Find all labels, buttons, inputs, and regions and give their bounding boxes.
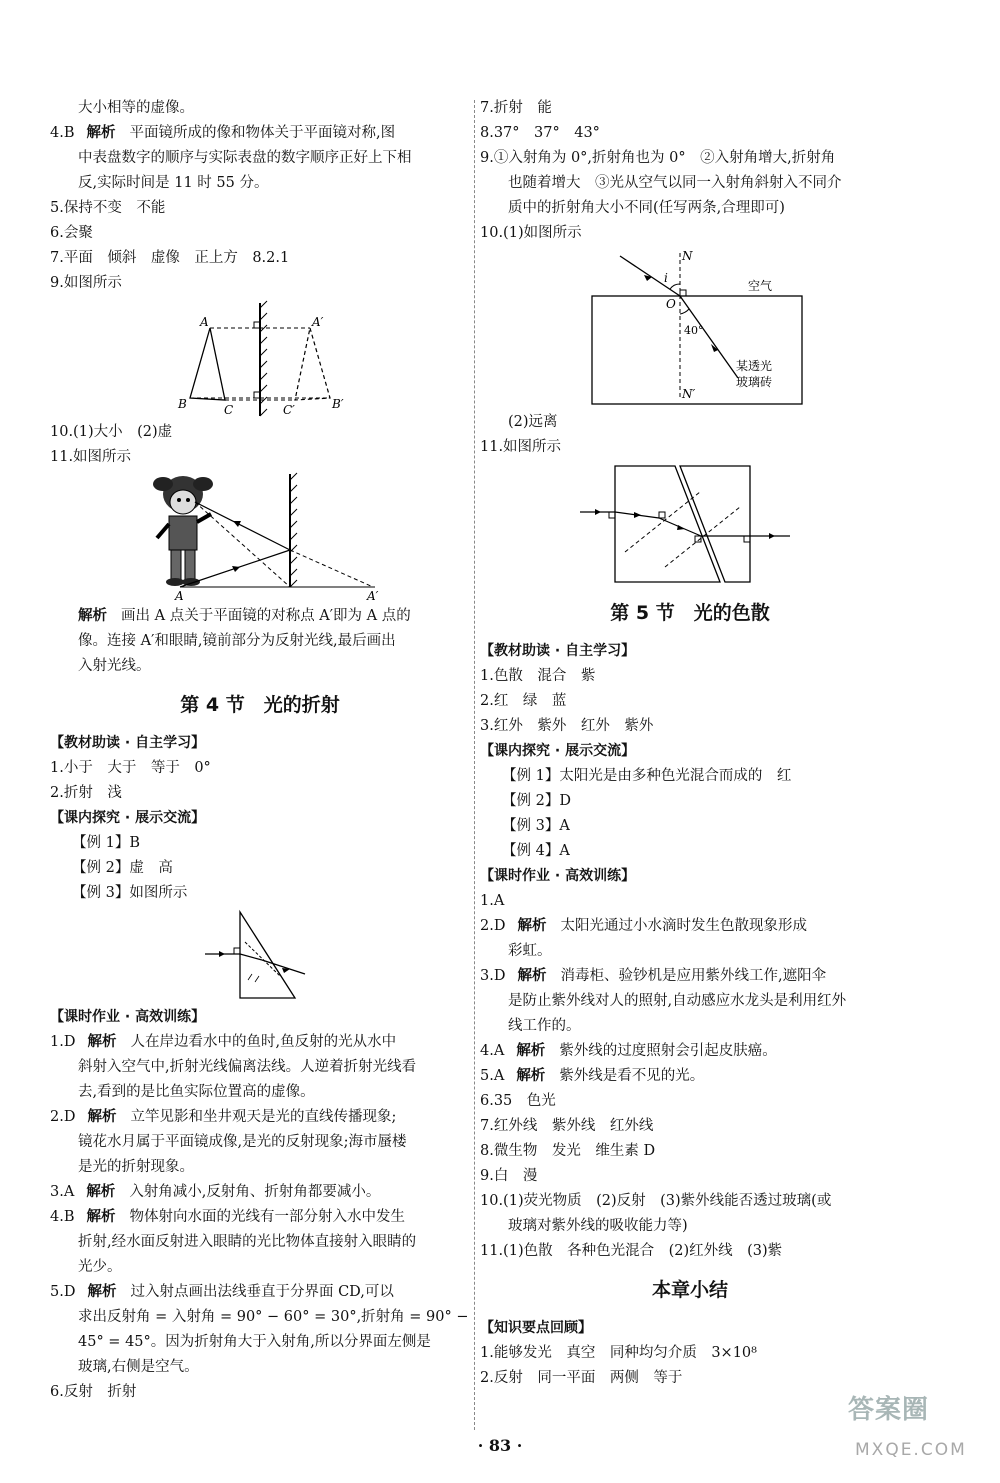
analysis-label: 解析 — [87, 1034, 117, 1050]
example-line: 【例 4】A — [502, 843, 570, 859]
answer-4: 4.B 解析 平面镜所成的像和物体关于平面镜对称,图 — [50, 125, 396, 141]
answer-line: 3.红外 紫外 红外 紫外 — [480, 718, 654, 734]
point-a-label: A — [200, 315, 209, 329]
answer-line: 1.色散 混合 紫 — [480, 668, 596, 684]
exercise-9: 9.白 漫 — [480, 1168, 538, 1184]
text-line: 镜花水月属于平面镜成像,是光的反射现象;海市蜃楼 — [78, 1134, 407, 1150]
answer-8: 8.37° 37° 43° — [480, 125, 600, 141]
answer-5: 5.保持不变 不能 — [50, 200, 166, 216]
normal-n-prime-label: N′ — [682, 387, 696, 401]
exercise-2: 2.D 解析 太阳光通过小水滴时发生色散现象形成 — [480, 918, 807, 934]
answer-11: 11.如图所示 — [50, 449, 132, 465]
answer-9: 9.如图所示 — [50, 275, 122, 291]
text-line: 线工作的。 — [508, 1018, 581, 1034]
point-c-image-label: C′ — [283, 403, 295, 417]
answer-11: 11.如图所示 — [480, 439, 562, 455]
exercise-10: 10.(1)荧光物质 (2)反射 (3)紫外线能否透过玻璃(或 — [480, 1193, 832, 1209]
exercise-4: 4.B 解析 物体射向水面的光线有一部分射入水中发生 — [50, 1209, 405, 1225]
text-line: 斜射入空气中,折射光线偏离法线。人逆着折射光线看 — [78, 1059, 417, 1075]
section-title-4: 第 4 节 光的折射 — [180, 694, 340, 716]
answer-10: 10.(1)大小 (2)虚 — [50, 424, 173, 440]
text-line: 入射光线。 — [78, 658, 151, 674]
girl-illustration — [153, 476, 213, 586]
answer-10b: (2)远离 — [508, 414, 558, 430]
chapter-summary-title: 本章小结 — [651, 1279, 728, 1301]
text-line: 折射,经水面反射进入眼睛的光比物体直接射入眼睛的 — [78, 1234, 417, 1250]
exercise-3: 3.D 解析 消毒柜、验钞机是应用紫外线工作,遮阳伞 — [480, 968, 827, 984]
normal-n-label: N — [682, 249, 693, 263]
answer-6: 6.会聚 — [50, 225, 93, 241]
point-o-label: O — [666, 297, 676, 311]
section-heading: 【课内探究 · 展示交流】 — [480, 743, 636, 759]
exercise-5: 5.A 解析 紫外线是看不见的光。 — [480, 1068, 705, 1084]
knowledge-2: 2.反射 同一平面 两侧 等于 — [480, 1370, 683, 1386]
right-column — [480, 96, 900, 1391]
text-line: 大小相等的虚像。 — [78, 100, 194, 116]
girl-mirror-figure — [135, 472, 385, 602]
air-label: 空气 — [748, 279, 773, 293]
point-a-image-label: A′ — [367, 589, 379, 602]
exercise-6: 6.35 色光 — [480, 1093, 556, 1109]
section-heading: 【知识要点回顾】 — [480, 1320, 592, 1336]
exercise-7: 7.红外线 紫外线 红外线 — [480, 1118, 654, 1134]
text-line: 是光的折射现象。 — [78, 1159, 194, 1175]
analysis-label: 解析 — [87, 1109, 117, 1125]
section-title-5: 第 5 节 光的色散 — [610, 602, 770, 624]
point-a-label: A — [175, 589, 184, 602]
section-heading: 【教材助读 · 自主学习】 — [50, 735, 206, 751]
example-line: 【例 3】如图所示 — [72, 885, 188, 901]
text-line: 光少。 — [78, 1259, 122, 1275]
exercise-5: 5.D 解析 过入射点画出法线垂直于分界面 CD,可以 — [50, 1284, 394, 1300]
exercise-1: 1.A — [480, 893, 505, 909]
analysis-label: 解析 — [86, 125, 116, 141]
text-line: 彩虹。 — [508, 943, 552, 959]
section-heading: 【教材助读 · 自主学习】 — [480, 643, 636, 659]
incident-angle-label: i — [664, 271, 668, 285]
text-line: 45° = 45°。因为折射角大于入射角,所以分界面左侧是 — [78, 1334, 431, 1350]
answer-7: 7.平面 倾斜 虚像 正上方 8.2.1 — [50, 250, 290, 266]
point-a-image-label: A′ — [312, 315, 324, 329]
analysis-label: 解析 — [87, 1284, 117, 1300]
exercise-8: 8.微生物 发光 维生素 D — [480, 1143, 656, 1159]
answer-line: 1.小于 大于 等于 0° — [50, 760, 211, 776]
text-line: 玻璃对紫外线的吸收能力等) — [508, 1218, 688, 1234]
two-prisms-figure — [575, 462, 805, 587]
answer-10: 10.(1)如图所示 — [480, 225, 582, 241]
analysis-label: 解析 — [86, 1209, 116, 1225]
mirror-image-figure — [140, 298, 380, 418]
section-heading: 【课时作业 · 高效训练】 — [50, 1009, 206, 1025]
section-heading: 【课时作业 · 高效训练】 — [480, 868, 636, 884]
glass-refraction-figure — [570, 248, 810, 408]
answer-7: 7.折射 能 — [480, 100, 552, 116]
text-line: 求出反射角 = 入射角 = 90° − 60° = 30°,折射角 = 90° − — [78, 1309, 469, 1325]
text-line: 反,实际时间是 11 时 55 分。 — [78, 175, 269, 191]
answer-9: 9.①入射角为 0°,折射角也为 0° ②入射角增大,折射角 — [480, 150, 836, 166]
example-line: 【例 3】A — [502, 818, 570, 834]
analysis-label: 解析 — [78, 608, 107, 624]
exercise-11: 11.(1)色散 各种色光混合 (2)红外线 (3)紫 — [480, 1243, 783, 1259]
exercise-1: 1.D 解析 人在岸边看水中的鱼时,鱼反射的光从水中 — [50, 1034, 397, 1050]
text-line: 像。连接 A′和眼睛,镜前部分为反射光线,最后画出 — [78, 633, 396, 649]
text-line: 是防止紫外线对人的照射,自动感应水龙头是利用红外 — [508, 993, 847, 1009]
exercise-6: 6.反射 折射 — [50, 1384, 137, 1400]
analysis-label: 解析 — [517, 918, 547, 934]
left-column — [50, 96, 470, 1405]
watermark-url: MXQE.COM — [855, 1440, 967, 1460]
glass-label-2: 玻璃砖 — [736, 375, 773, 389]
watermark-logo: 答案圈 — [848, 1395, 930, 1425]
analysis-11: 解析 画出 A 点关于平面镜的对称点 A′即为 A 点的 — [78, 608, 411, 624]
text-line: 中表盘数字的顺序与实际表盘的数字顺序正好上下相 — [78, 150, 412, 166]
page-number: · 83 · — [477, 1436, 523, 1455]
text-line: 也随着增大 ③光从空气以同一入射角斜射入不同介 — [508, 175, 842, 191]
knowledge-1: 1.能够发光 真空 同种均匀介质 3×10⁸ — [480, 1345, 757, 1361]
exercise-4: 4.A 解析 紫外线的过度照射会引起皮肤癌。 — [480, 1043, 777, 1059]
point-c-label: C — [224, 403, 234, 417]
answer-line: 2.折射 浅 — [50, 785, 122, 801]
text-line: 去,看到的是比鱼实际位置高的虚像。 — [78, 1084, 315, 1100]
example-line: 【例 1】B — [72, 835, 140, 851]
answer-line: 2.红 绿 蓝 — [480, 693, 567, 709]
point-b-label: B — [178, 397, 187, 411]
analysis-label: 解析 — [516, 1068, 546, 1084]
text-line: 玻璃,右侧是空气。 — [78, 1359, 199, 1375]
angle-label: 40° — [684, 324, 704, 337]
example-line: 【例 2】D — [502, 793, 571, 809]
section-heading: 【课内探究 · 展示交流】 — [50, 810, 206, 826]
example-line: 【例 1】太阳光是由多种色光混合而成的 红 — [502, 768, 792, 784]
analysis-label: 解析 — [517, 968, 547, 984]
text-line: 质中的折射角大小不同(任写两条,合理即可) — [508, 200, 785, 216]
exercise-3: 3.A 解析 入射角减小,反射角、折射角都要减小。 — [50, 1184, 381, 1200]
prism-refraction-figure — [200, 908, 320, 1003]
column-divider — [474, 100, 475, 1430]
example-line: 【例 2】虚 高 — [72, 860, 173, 876]
exercise-2: 2.D 解析 立竿见影和坐井观天是光的直线传播现象; — [50, 1109, 397, 1125]
point-b-image-label: B′ — [332, 397, 344, 411]
glass-label-1: 某透光 — [736, 359, 773, 373]
analysis-label: 解析 — [516, 1043, 546, 1059]
analysis-label: 解析 — [86, 1184, 116, 1200]
